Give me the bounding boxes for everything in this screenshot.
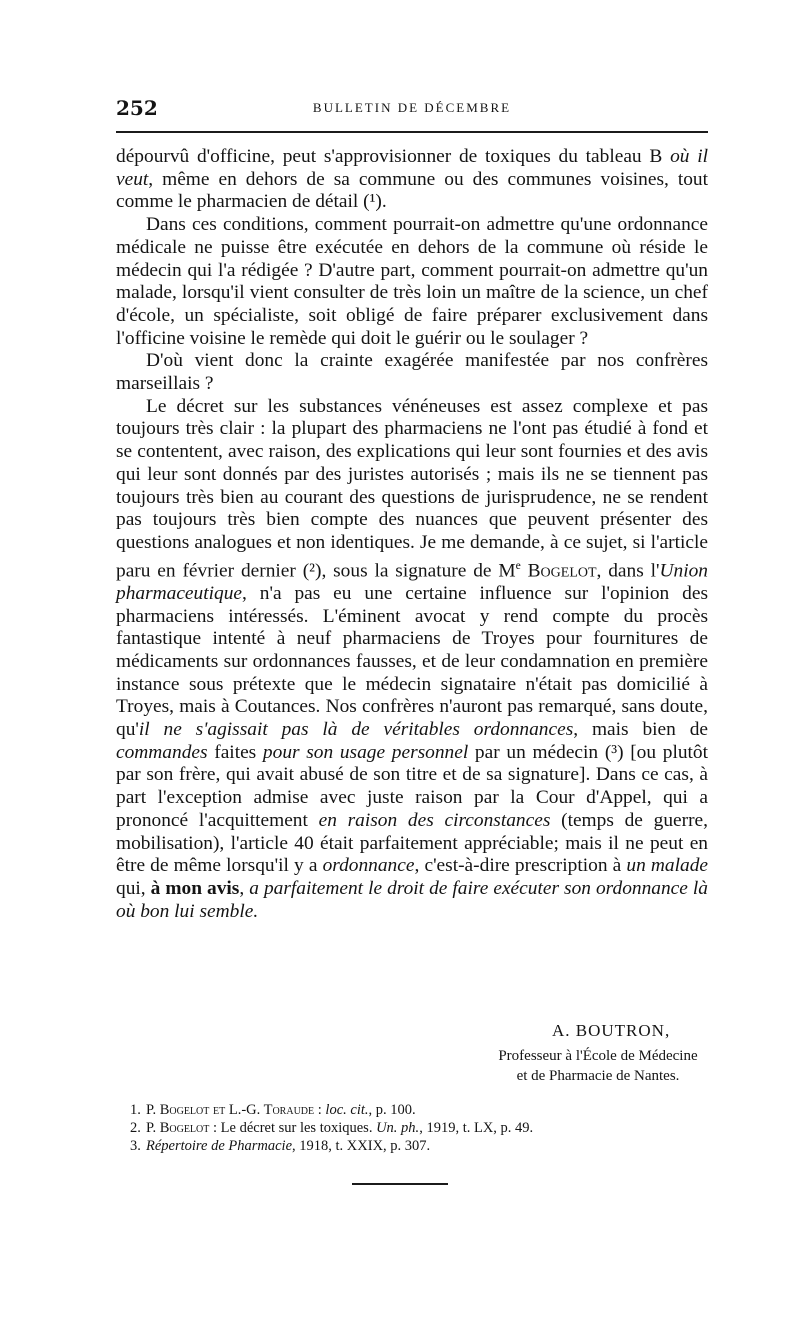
footnote-title: Un. ph. [376, 1120, 420, 1136]
header-rule [116, 131, 708, 133]
paragraph-3: D'où vient donc la crainte exagérée manifestée par nos confrères marseillais ? [116, 350, 708, 395]
footnote-number: 3. [130, 1138, 141, 1154]
paragraph-4 [116, 396, 708, 924]
footnote-3 [130, 1137, 690, 1155]
superscript: e [515, 558, 521, 572]
italic-run: ordonnance [322, 855, 415, 877]
text-run: . [381, 191, 387, 213]
footnote-author: P. Bogelot et L.-G. Toraude [146, 1102, 315, 1118]
text-run: par un médecin [468, 741, 605, 763]
footnote-number: 1. [130, 1102, 141, 1118]
footnote-text: : Le décret sur les toxiques. [209, 1120, 377, 1136]
affiliation-line: Professeur à l'École de Médecine [498, 1048, 698, 1064]
text-run: Le décret sur les substances vénéneuses est assez complexe et pas toujours très clair : la plupart des pharmaciens ne l'ont pas étudié à fond et se contentent, avec raison, des explications qui leur sont fournies et des avis qui leur sont donnés par des juristes autorisés ; mais ils ne se tiennent pas toujours très bien au courant des questions de jurisprudence, ne se rendent pas toujours très bien compte des nuances que peuvent présenter des questions analogues et non identiques. Je me demande, à ce sujet, si l'article paru en février dernier [116, 395, 708, 582]
text-run: , mais bien de [573, 719, 709, 741]
italic-run: en raison des circonstances [318, 809, 551, 831]
footnote-1 [130, 1101, 690, 1119]
page-number: 252 [116, 96, 158, 120]
paragraph-1 [116, 146, 708, 214]
text-run: faites [207, 741, 263, 763]
text-run: , n'a pas eu une certaine influence sur l'opinion des pharmaciens intéressés. L'éminent avocat y rend compte du procès fantastique intenté à neuf pharmaciens de Troyes pour fournitures de médicaments sur ordonnances fausses, et de leur condamnation en première instance sous prétexte que le médecin signataire n'était pas domicilié à Troyes, mais à Coutances. Nos confrères n'auront pas remarqué, sans doute, qu' [116, 582, 708, 741]
text-run: dépourvû d'officine, peut s'approvisionner de toxiques du tableau B [116, 146, 671, 167]
italic-run: où il veut [116, 146, 708, 190]
text-run: , [239, 877, 250, 899]
footnote-ref-1: (¹) [363, 191, 382, 213]
author-signature: A. BOUTRON, [552, 1021, 671, 1040]
footnotes [130, 1101, 690, 1155]
running-title: BULLETIN DE DÉCEMBRE [312, 100, 512, 115]
italic-run: il ne s'agissait pas là de véritables ordonnances [138, 719, 574, 741]
journal-title: Union pharmaceutique [116, 560, 708, 604]
paragraph-2: Dans ces conditions, comment pourrait-on admettre qu'une ordonnance médicale ne puisse être exécutée en dehors de la commune où réside le médecin qui l'a rédigée ? D'autre part, comment pourrait-on admettre qu'un malade, lorsqu'il vient consulter de très loin un maître de la science, un chef d'école, un spécialiste, soit obligé de faire préparer exclusivement dans l'officine voisine le remède qui doit le guérir ou le soulager ? [116, 214, 708, 349]
footnote-title: Répertoire de Pharmacie [146, 1138, 293, 1154]
text-run: , même en dehors de sa commune ou des communes voisines, tout comme le pharmacien de détail [116, 168, 708, 213]
page-header [116, 96, 708, 130]
italic-run: un malade [626, 855, 708, 877]
text-run: , sous la signature de M [321, 560, 516, 582]
text-run: (temps de guerre, mobilisation), l'article 40 était parfaitement appréciable; mais il ne peut en être de même lorsqu'il y a [116, 809, 708, 877]
text-run: , dans l' [596, 560, 660, 582]
footnote-number: 2. [130, 1120, 141, 1136]
footnote-title: loc. cit. [325, 1102, 369, 1118]
footnote-2 [130, 1119, 690, 1137]
footnote-text: , 1919, t. LX, p. 49. [419, 1120, 534, 1136]
footnote-author: P. Bogelot [146, 1120, 210, 1136]
footnote-ref-3: (³) [604, 741, 624, 763]
text-run: qui, [116, 877, 151, 899]
footnote-text: , p. 100. [368, 1102, 416, 1118]
italic-run: a parfaitement le droit de faire exécuter son ordonnance là où bon lui semble. [116, 877, 708, 922]
text-run: [ou plutôt par son frère, qui avait abusé de son titre et de sa signature]. Dans ce cas, à part l'exception admise avec juste raison par la Cour d'Appel, qui a prononcé l'acquittement [116, 741, 709, 831]
italic-run: commandes [116, 741, 208, 763]
italic-run: pour son usage personnel [262, 741, 469, 763]
author-affiliation [488, 1046, 708, 1086]
author-name: Bogelot [527, 560, 597, 582]
affiliation-line: et de Pharmacie de Nantes. [516, 1068, 680, 1084]
footnote-text: , 1918, t. XXIX, p. 307. [292, 1138, 431, 1154]
footnote-ref-2: (²) [302, 560, 322, 582]
bold-run: à mon avis [150, 877, 240, 899]
end-rule [352, 1183, 448, 1185]
footnote-text: : [314, 1102, 326, 1118]
text-run: , c'est-à-dire prescription à [414, 855, 627, 877]
body-text [116, 146, 708, 923]
